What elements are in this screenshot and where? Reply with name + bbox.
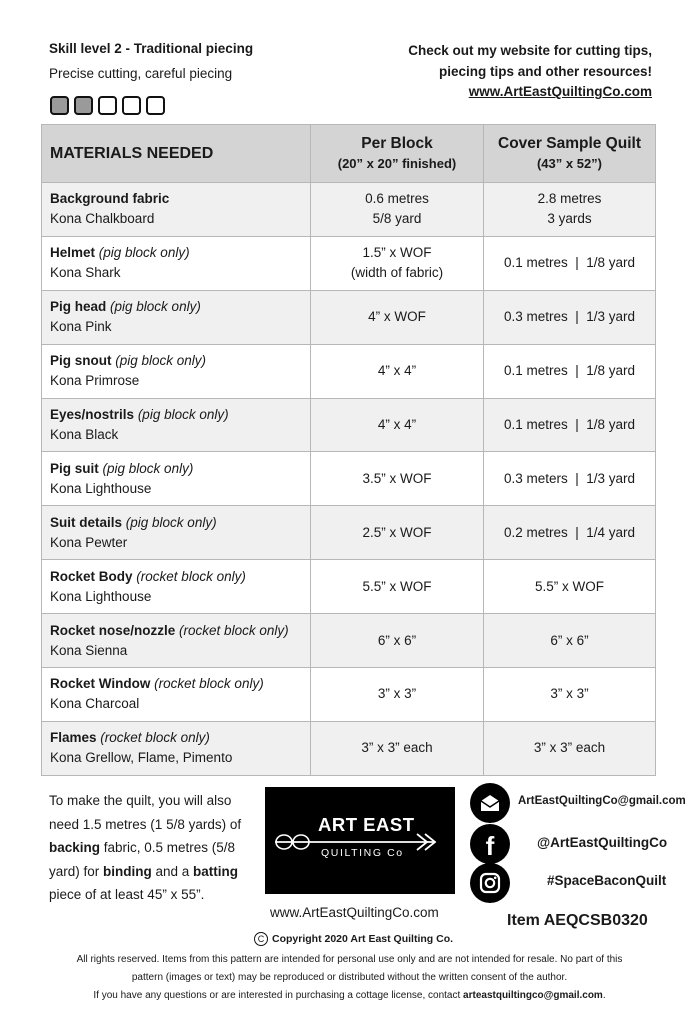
quilt-cell <box>484 398 656 452</box>
header-materials-needed: MATERIALS NEEDED <box>42 125 311 183</box>
material-note: (pig block only) <box>102 460 194 476</box>
instagram-contact[interactable] <box>470 863 667 903</box>
material-name: Pig head <box>50 299 107 315</box>
per-block-value: 4” x WOF <box>368 309 426 325</box>
fabric-name: Kona Primrose <box>50 373 140 389</box>
table-row <box>42 344 656 398</box>
per-block-cell <box>311 614 484 668</box>
website-link-bottom[interactable]: www.ArtEastQuiltingCo.com <box>270 905 439 920</box>
header-per-block-title: Per Block <box>361 134 433 152</box>
per-block-value: 5/8 yard <box>372 211 422 227</box>
materials-table <box>41 124 656 776</box>
quilt-cell <box>484 614 656 668</box>
material-name: Pig suit <box>50 460 99 476</box>
quilt-cell <box>484 721 656 775</box>
website-promo-line2: piecing tips and other resources! <box>438 63 652 79</box>
table-row <box>42 506 656 560</box>
material-cell <box>42 721 311 775</box>
material-cell <box>42 344 311 398</box>
header-quilt-size: (43” x 52”) <box>536 155 603 171</box>
material-name: Rocket nose/nozzle <box>50 622 176 638</box>
material-note: (rocket block only) <box>179 622 289 638</box>
instagram-hashtag[interactable]: #SpaceBaconQuilt <box>547 873 667 888</box>
rights-statement <box>40 951 659 1005</box>
per-block-value: 5.5” x WOF <box>362 578 432 594</box>
backing-keyword: backing <box>49 840 101 855</box>
per-block-value: 3.5” x WOF <box>362 470 432 486</box>
contact-email-link[interactable]: arteastquiltingco@gmail.com <box>463 990 603 1001</box>
per-block-cell <box>311 452 484 506</box>
backing-note-text: and a <box>151 863 194 879</box>
material-cell <box>42 560 311 614</box>
batting-keyword: batting <box>193 863 239 879</box>
email-icon[interactable] <box>470 783 510 823</box>
table-row <box>42 398 656 452</box>
skill-level-box <box>98 96 117 115</box>
material-cell <box>42 236 311 290</box>
material-cell <box>42 506 311 560</box>
fabric-name: Kona Grellow, Flame, Pimento <box>50 750 233 766</box>
per-block-cell <box>311 183 484 237</box>
quilt-cell <box>484 183 656 237</box>
material-name: Pig snout <box>50 353 112 369</box>
fabric-name: Kona Sienna <box>50 642 128 658</box>
per-block-value: 3” x 3” each <box>361 740 433 756</box>
per-block-value: 0.6 metres <box>365 191 429 207</box>
email-contact[interactable] <box>470 783 686 823</box>
website-link-top[interactable]: www.ArtEastQuiltingCo.com <box>468 84 652 99</box>
material-note: (rocket block only) <box>154 676 264 692</box>
quilt-cell <box>484 560 656 614</box>
facebook-contact[interactable] <box>470 824 668 864</box>
per-block-cell <box>311 398 484 452</box>
quilt-value: 0.1 metres | 1/8 yard <box>503 255 636 271</box>
header-quilt-title: Cover Sample Quilt <box>498 134 641 152</box>
logo-line1: ART EAST <box>318 814 415 835</box>
material-name: Rocket Window <box>50 676 151 692</box>
instagram-icon[interactable] <box>470 863 510 903</box>
material-name: Rocket Body <box>50 568 133 584</box>
per-block-value: 1.5” x WOF <box>362 245 432 261</box>
art-east-logo <box>265 787 455 894</box>
fabric-name: Kona Chalkboard <box>50 211 155 227</box>
rights-line3-end: . <box>602 990 606 1001</box>
material-name: Suit details <box>50 514 123 530</box>
material-note: (pig block only) <box>125 514 217 530</box>
material-name: Eyes/nostrils <box>50 407 135 422</box>
per-block-cell <box>311 560 484 614</box>
skill-level-box <box>74 96 93 115</box>
quilt-value: 3” x 3” each <box>533 740 606 756</box>
skill-level-indicator <box>50 96 165 115</box>
per-block-value: 6” x 6” <box>377 632 417 648</box>
table-row <box>42 183 656 237</box>
backing-note-text: fabric, 0.5 metres (5/8 yard) for <box>49 840 236 879</box>
fabric-name: Kona Pink <box>50 319 112 335</box>
website-promo <box>408 41 652 103</box>
facebook-icon[interactable]: f <box>470 824 510 864</box>
table-row <box>42 290 656 344</box>
material-name: Background fabric <box>50 191 170 207</box>
item-code: Item AEQCSB0320 <box>507 912 648 929</box>
material-note: (pig block only) <box>137 407 229 422</box>
fabric-name: Kona Lighthouse <box>50 480 152 496</box>
per-block-value: 4” x 4” <box>377 417 417 432</box>
quilt-cell <box>484 668 656 722</box>
binding-keyword: binding <box>103 863 152 879</box>
quilt-value: 0.1 metres | 1/8 yard <box>503 363 636 379</box>
table-row <box>42 452 656 506</box>
copyright-icon: C <box>254 932 268 946</box>
fabric-name: Kona Black <box>50 427 119 442</box>
rights-line1: All rights reserved. Items from this pattern are intended for personal use only and are not intended for resale. No part of this <box>76 954 623 965</box>
per-block-value: 4” x 4” <box>377 363 417 379</box>
website-promo-line1: Check out my website for cutting tips, <box>408 43 652 58</box>
skill-level-subtitle: Precise cutting, careful piecing <box>49 66 233 81</box>
skill-level-box <box>50 96 69 115</box>
per-block-value: 2.5” x WOF <box>362 524 432 540</box>
copyright-text: Copyright 2020 Art East Quilting Co. <box>272 933 454 945</box>
quilt-value: 0.2 metres | 1/4 yard <box>503 524 636 540</box>
table-row <box>42 560 656 614</box>
table-row <box>42 236 656 290</box>
material-cell <box>42 398 311 452</box>
quilt-cell <box>484 506 656 560</box>
material-note: (rocket block only) <box>100 730 210 746</box>
copyright-line <box>254 932 453 946</box>
quilt-value: 3” x 3” <box>550 686 589 702</box>
quilt-value: 5.5” x WOF <box>534 578 604 594</box>
per-block-value: 3” x 3” <box>377 686 417 702</box>
rights-line2: pattern (images or text) may be reproduced or distributed without the written consent of the author. <box>131 972 568 983</box>
skill-level-box <box>146 96 165 115</box>
quilt-value: 0.3 meters | 1/3 yard <box>503 470 636 486</box>
per-block-cell <box>311 236 484 290</box>
material-note: (rocket block only) <box>136 568 246 584</box>
per-block-cell <box>311 506 484 560</box>
fabric-name: Kona Pewter <box>50 534 128 550</box>
fabric-name: Kona Shark <box>50 265 121 281</box>
material-name: Helmet <box>50 245 96 261</box>
quilt-cell <box>484 236 656 290</box>
material-note: (pig block only) <box>115 353 207 369</box>
quilt-value: 6” x 6” <box>550 632 589 648</box>
per-block-cell <box>311 721 484 775</box>
backing-note <box>49 789 261 907</box>
quilt-value: 2.8 metres <box>537 191 602 207</box>
table-row <box>42 721 656 775</box>
logo-line2: QUILTING Co <box>321 847 404 859</box>
material-cell <box>42 614 311 668</box>
fabric-name: Kona Charcoal <box>50 696 140 712</box>
material-cell <box>42 452 311 506</box>
header-per-block-size: (20” x 20” finished) <box>337 155 457 171</box>
material-name: Flames <box>50 730 97 746</box>
skill-level-box <box>122 96 141 115</box>
table-row <box>42 614 656 668</box>
per-block-cell <box>311 344 484 398</box>
backing-note-text: piece of at least 45” x 55”. <box>49 887 205 902</box>
material-note: (pig block only) <box>98 245 190 261</box>
quilt-value: 3 yards <box>547 211 592 227</box>
material-cell <box>42 668 311 722</box>
material-note: (pig block only) <box>110 299 201 315</box>
quilt-cell <box>484 452 656 506</box>
material-cell <box>42 290 311 344</box>
backing-note-text: To make the quilt, you will also need 1.5 metres (1 5/8 yards) of <box>49 793 242 832</box>
header-cover-sample-quilt <box>484 125 656 183</box>
per-block-cell <box>311 290 484 344</box>
table-row <box>42 668 656 722</box>
email-address[interactable]: ArtEastQuiltingCo@gmail.com <box>518 795 686 807</box>
material-cell <box>42 183 311 237</box>
quilt-cell <box>484 344 656 398</box>
quilt-cell <box>484 290 656 344</box>
fabric-name: Kona Lighthouse <box>50 588 152 604</box>
table-header-row <box>42 125 656 183</box>
header-per-block <box>311 125 484 183</box>
quilt-value: 0.3 metres | 1/3 yard <box>503 309 636 325</box>
facebook-handle[interactable]: @ArtEastQuiltingCo <box>537 835 668 850</box>
quilt-value: 0.1 metres | 1/8 yard <box>503 417 636 432</box>
materials-table-body <box>42 183 656 776</box>
rights-line3-text: If you have any questions or are interested in purchasing a cottage license, contact <box>93 990 464 1001</box>
per-block-value: (width of fabric) <box>350 265 444 281</box>
skill-level-title: Skill level 2 - Traditional piecing <box>49 41 254 56</box>
per-block-cell <box>311 668 484 722</box>
rights-line3 <box>40 987 659 1005</box>
